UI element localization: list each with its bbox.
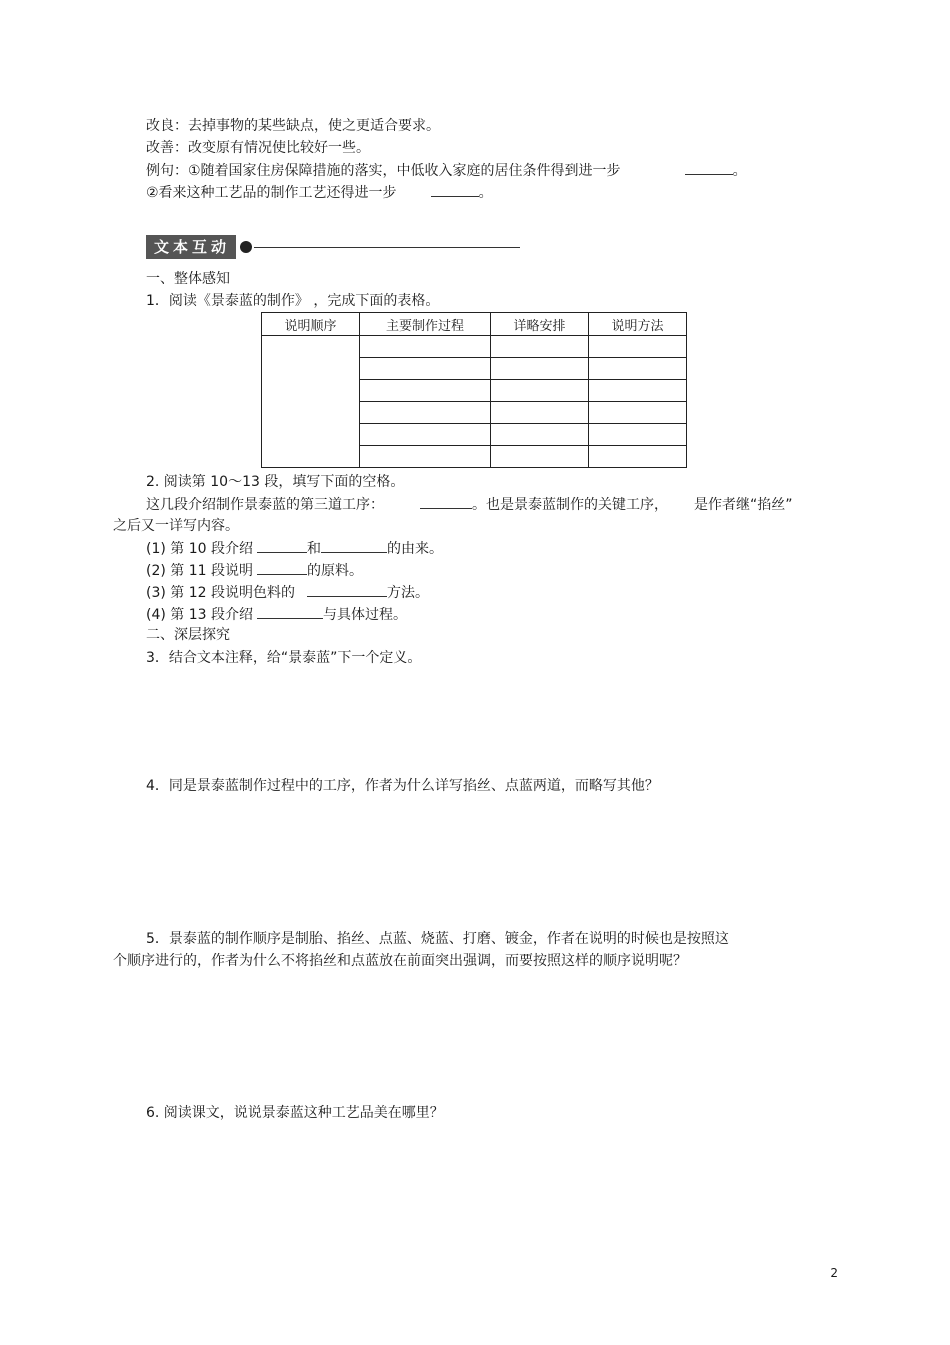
table-cell-order[interactable] [262,336,360,468]
example-1-end: 。 [732,163,747,179]
section-banner-title: 文本互动 [146,235,236,259]
example-2-text: ②看来这种工艺品的制作工艺还得进一步 [146,185,397,201]
bullet-dot-icon [240,241,252,253]
sub1-text-a: (1) 第 10 段介绍 [146,541,253,557]
sub-question-3 [146,583,429,602]
table-cell[interactable] [491,358,589,380]
vocab-gailiang: 改良：去掉事物的某些缺点，使之更适合要求。 [146,118,440,134]
sub-question-1 [146,539,443,558]
table-cell[interactable] [360,424,491,446]
table-header-cell: 说明方法 [589,313,687,336]
table-cell[interactable] [589,402,687,424]
question-5-cont: 个顺序进行的，作者为什么不将掐丝和点蓝放在前面突出强调，而要按照这样的顺序说明呢？ [113,953,687,969]
table-cell[interactable] [491,380,589,402]
q2-intro-text-c: 是作者继“掐丝” [694,497,793,513]
q2-intro-text-a: 这几段介绍制作景泰蓝的第三道工序： [146,497,384,513]
question-3: 3．结合文本注释，给“景泰蓝”下一个定义。 [146,650,422,666]
sub1-text-c: 的由来。 [387,541,443,557]
sub1-blank-2[interactable] [321,539,387,553]
answer-table [261,312,687,468]
table-cell[interactable] [360,402,491,424]
table-row [262,336,687,358]
table-cell[interactable] [360,446,491,468]
table-cell[interactable] [589,380,687,402]
vocab-example-1 [146,161,747,180]
part1-heading: 一、整体感知 [146,271,230,287]
table-cell[interactable] [491,402,589,424]
example-2-blank[interactable] [431,183,479,197]
example-2-end: 。 [478,185,493,201]
section-banner [146,235,520,259]
table-cell[interactable] [360,358,491,380]
example-1-text: 例句：①随着国家住房保障措施的落实，中低收入家庭的居住条件得到进一步 [146,163,621,179]
sub3-text-a: (3) 第 12 段说明色料的 [146,585,295,601]
part2-heading: 二、深层探究 [146,627,230,643]
q2-process-blank[interactable] [420,495,472,509]
table-cell[interactable] [360,336,491,358]
table-header-row [262,313,687,336]
sub2-blank[interactable] [257,561,307,575]
table-header-cell: 主要制作过程 [360,313,491,336]
sub1-blank-1[interactable] [257,539,307,553]
question-5: 5．景泰蓝的制作顺序是制胎、掐丝、点蓝、烧蓝、打磨、镀金，作者在说明的时候也是按照这 [146,931,729,947]
table-cell[interactable] [589,424,687,446]
table-header-cell: 详略安排 [491,313,589,336]
vocab-example-2 [146,183,493,202]
question-4: 4．同是景泰蓝制作过程中的工序，作者为什么详写掐丝、点蓝两道，而略写其他？ [146,778,659,794]
vocab-gaishan: 改善：改变原有情况使比较好一些。 [146,140,370,156]
sub-question-4 [146,605,407,624]
table-cell[interactable] [589,446,687,468]
sub1-text-b: 和 [307,541,321,557]
question-2: 2. 阅读第 10～13 段，填写下面的空格。 [146,474,405,490]
sub-question-2 [146,561,363,580]
question-2-intro [146,495,793,514]
sub2-text-b: 的原料。 [307,563,363,579]
question-2-intro-cont: 之后又一详写内容。 [113,518,239,534]
question-1: 1．阅读《景泰蓝的制作》 ，完成下面的表格。 [146,293,440,309]
table-cell[interactable] [491,336,589,358]
table-header-cell: 说明顺序 [262,313,360,336]
table-cell[interactable] [589,358,687,380]
sub4-text-b: 与具体过程。 [323,607,407,623]
sub3-text-b: 方法。 [387,585,429,601]
table-cell[interactable] [589,336,687,358]
sub4-text-a: (4) 第 13 段介绍 [146,607,253,623]
sub2-text-a: (2) 第 11 段说明 [146,563,253,579]
sub3-blank[interactable] [307,583,387,597]
q2-intro-text-b: 。也是景泰蓝制作的关键工序， [472,497,668,513]
table-cell[interactable] [491,446,589,468]
sub4-blank[interactable] [257,605,323,619]
page-number: 2 [830,1266,838,1280]
banner-rule [254,247,520,248]
question-6: 6. 阅读课文，说说景泰蓝这种工艺品美在哪里？ [146,1105,444,1121]
example-1-blank[interactable] [685,161,733,175]
table-cell[interactable] [360,380,491,402]
table-cell[interactable] [491,424,589,446]
